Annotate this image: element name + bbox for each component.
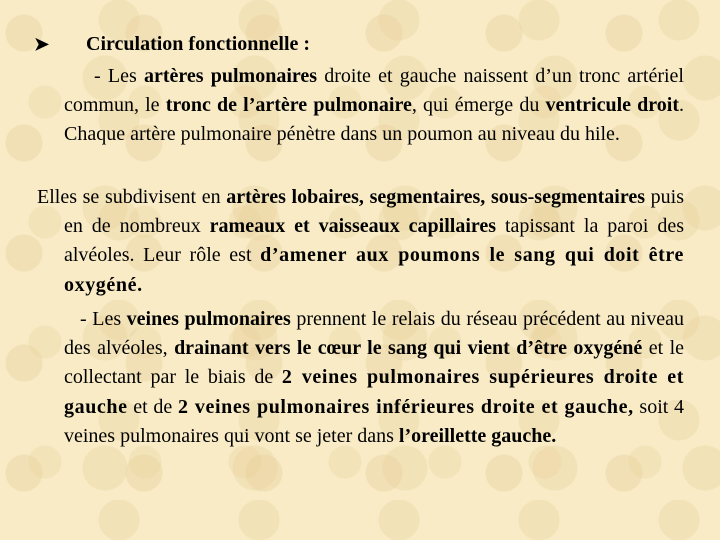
text-run: Elles se subdivisent en bbox=[37, 186, 227, 208]
text-run: . Chaque artère pulmonaire pénètre dans un poumon au niveau du hile. bbox=[64, 94, 684, 146]
bold-term: l’oreillette gauche. bbox=[398, 424, 557, 447]
bold-term: drainant vers le cœur le sang qui vient d’être oxygéné bbox=[174, 337, 643, 360]
heading-text: Circulation fonctionnelle : bbox=[86, 33, 311, 55]
text-run: et de bbox=[127, 395, 178, 418]
bold-term: rameaux et vaisseaux capillaires bbox=[209, 215, 497, 238]
arrow-bullet-icon: ➤ bbox=[34, 34, 50, 54]
bold-term: d’amener aux poumons le sang qui doit être oxygéné. bbox=[64, 244, 685, 296]
bold-term: artères pulmonaires bbox=[143, 65, 318, 87]
text-run: et le collectant par le biais de bbox=[64, 337, 685, 389]
section-heading bbox=[34, 30, 310, 58]
text-run: , qui émerge du bbox=[411, 94, 546, 117]
text-run: prennent le relais du réseau précédent au niveau des alvéoles, bbox=[64, 308, 684, 360]
paragraph-subdivisions bbox=[37, 183, 684, 300]
bold-term: veines pulmonaires bbox=[126, 308, 291, 330]
bold-term: 2 veines pulmonaires supérieures droite et gauche bbox=[64, 366, 684, 418]
text-run: soit 4 veines pulmonaires qui vont se jeter dans bbox=[64, 395, 685, 447]
text-run: droite et gauche naissent d’un tronc artériel commun, le bbox=[64, 65, 684, 117]
bold-term: 2 veines pulmonaires inférieures droite et gauche, bbox=[177, 395, 634, 418]
text-run: tapissant la paroi des alvéoles. Leur rôle est bbox=[64, 215, 684, 267]
bold-term: artères lobaires, segmentaires, sous-segmentaires bbox=[226, 186, 646, 208]
text-run: - Les bbox=[80, 308, 127, 330]
text-run: puis en de nombreux bbox=[64, 186, 685, 238]
bold-term: ventricule droit bbox=[545, 94, 679, 117]
bold-term: tronc de l’artère pulmonaire bbox=[165, 94, 412, 117]
text-run: - Les bbox=[94, 65, 144, 87]
paragraph-veins bbox=[64, 305, 684, 451]
paragraph-arteries bbox=[64, 62, 684, 150]
